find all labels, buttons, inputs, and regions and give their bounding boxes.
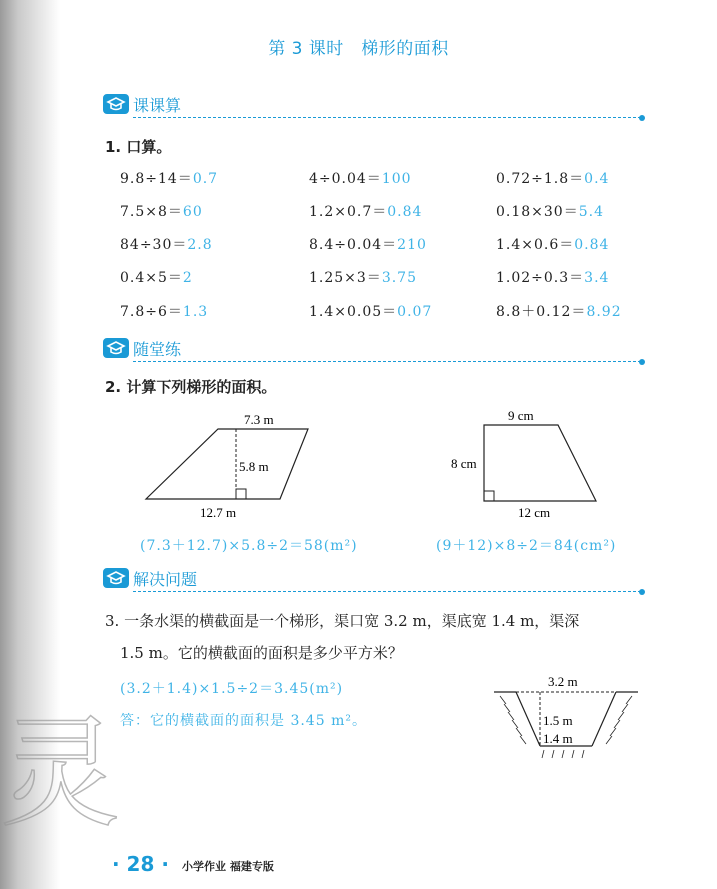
calc-item (120, 234, 213, 254)
calc-item (120, 267, 193, 287)
calc-item (496, 234, 609, 254)
calc-expression: 1.25×3＝ (309, 270, 382, 286)
calc-answer: 0.84 (574, 237, 610, 253)
fig1-bottom-label: 12.7 m (200, 505, 237, 520)
section-header-suitanglian (103, 338, 645, 360)
q2-answer-2: (9＋12)×8÷2＝84(cm²) (436, 538, 617, 554)
calc-item (309, 267, 417, 287)
trapezoid-shape (484, 425, 596, 501)
calc-expression: 7.5×8＝ (120, 204, 183, 220)
calc-item (309, 301, 432, 321)
calc-expression: 4÷0.04＝ (309, 171, 382, 187)
calc-item (496, 301, 622, 321)
page-title: 第 3 课时 梯形的面积 (268, 39, 449, 59)
q3-answer-calc: (3.2＋1.4)×1.5÷2＝3.45(m²) (120, 681, 344, 697)
calc-answer: 0.7 (192, 171, 219, 187)
calc-expression: 1.4×0.6＝ (496, 237, 575, 253)
calc-item (120, 201, 203, 221)
calc-expression: 0.72÷1.8＝ (496, 171, 585, 187)
calc-expression: 1.02÷0.3＝ (496, 270, 585, 286)
calc-answer: 210 (397, 237, 427, 253)
question-3-line-2: 1.5 m。它的横截面的面积是多少平方米？ (120, 644, 403, 662)
q2-answer-1: (7.3＋12.7)×5.8÷2＝58(m²) (140, 538, 358, 554)
calc-expression: 9.8÷14＝ (120, 171, 193, 187)
calc-answer: 60 (182, 204, 203, 220)
calc-item (120, 301, 208, 321)
graduation-cap-icon (103, 94, 129, 114)
calc-answer: 8.92 (586, 304, 622, 320)
watermark-glyph: 灵 (0, 705, 120, 844)
trapezoid-figure-2 (448, 405, 608, 525)
calc-item (496, 168, 609, 188)
page-number: · 28 · (112, 852, 169, 876)
calc-expression: 0.4×5＝ (120, 270, 183, 286)
calc-answer: 1.3 (182, 304, 209, 320)
calc-item (309, 234, 427, 254)
calc-answer: 2 (182, 270, 193, 286)
trapezoid-shape (146, 429, 308, 499)
calc-expression: 8.4÷0.04＝ (309, 237, 398, 253)
fig3-bottom-label: 1.4 m (543, 731, 573, 746)
fig2-height-label: 8 cm (451, 456, 477, 471)
section-label: 解决问题 (133, 570, 198, 589)
calc-item (120, 168, 218, 188)
fig2-top-label: 9 cm (508, 408, 534, 423)
question-1-heading: 1. 口算。 (105, 138, 172, 156)
calc-expression: 7.8÷6＝ (120, 304, 183, 320)
calc-answer: 0.4 (584, 171, 610, 187)
footer-book-title: 小学作业 福建专版 (182, 860, 274, 873)
q3-answer-text: 答：它的横截面的面积是 3.45 m²。 (120, 713, 367, 729)
section-label: 随堂练 (133, 340, 182, 359)
calc-answer: 0.07 (397, 304, 433, 320)
calc-expression: 0.18×30＝ (496, 204, 579, 220)
fig3-depth-label: 1.5 m (543, 713, 573, 728)
section-dot (639, 589, 645, 595)
calc-answer: 0.84 (387, 204, 423, 220)
section-divider (133, 591, 641, 592)
fig1-height-label: 5.8 m (239, 459, 269, 474)
calc-answer: 2.8 (187, 237, 213, 253)
question-2-heading: 2. 计算下列梯形的面积。 (105, 378, 277, 396)
calc-expression: 1.4×0.05＝ (309, 304, 398, 320)
calc-answer: 5.4 (578, 204, 604, 220)
graduation-cap-icon (103, 338, 129, 358)
section-header-kekesuan (103, 94, 645, 116)
question-3-line-1: 3. 一条水渠的横截面是一个梯形，渠口宽 3.2 m，渠底宽 1.4 m，渠深 (105, 612, 580, 630)
section-divider (133, 117, 641, 118)
section-dot (639, 359, 645, 365)
canal-cross-section-figure (490, 668, 640, 763)
calc-item (309, 168, 412, 188)
calc-item (496, 201, 604, 221)
section-label: 课课算 (133, 96, 182, 115)
calc-expression: 84÷30＝ (120, 237, 188, 253)
fig2-bottom-label: 12 cm (518, 505, 551, 520)
calc-answer: 3.4 (584, 270, 610, 286)
section-divider (133, 361, 641, 362)
calc-item (309, 201, 422, 221)
right-angle-mark (484, 491, 494, 501)
fig3-top-label: 3.2 m (548, 674, 578, 689)
calc-item (496, 267, 609, 287)
calc-answer: 100 (381, 171, 412, 187)
calc-expression: 1.2×0.7＝ (309, 204, 388, 220)
section-dot (639, 115, 645, 121)
trapezoid-figure-1 (140, 405, 320, 525)
right-angle-mark (236, 489, 246, 499)
calc-answer: 3.75 (381, 270, 417, 286)
graduation-cap-icon (103, 568, 129, 588)
section-header-jiejuewenti (103, 568, 645, 590)
fig1-top-label: 7.3 m (244, 412, 274, 427)
calc-expression: 8.8＋0.12＝ (496, 304, 587, 320)
